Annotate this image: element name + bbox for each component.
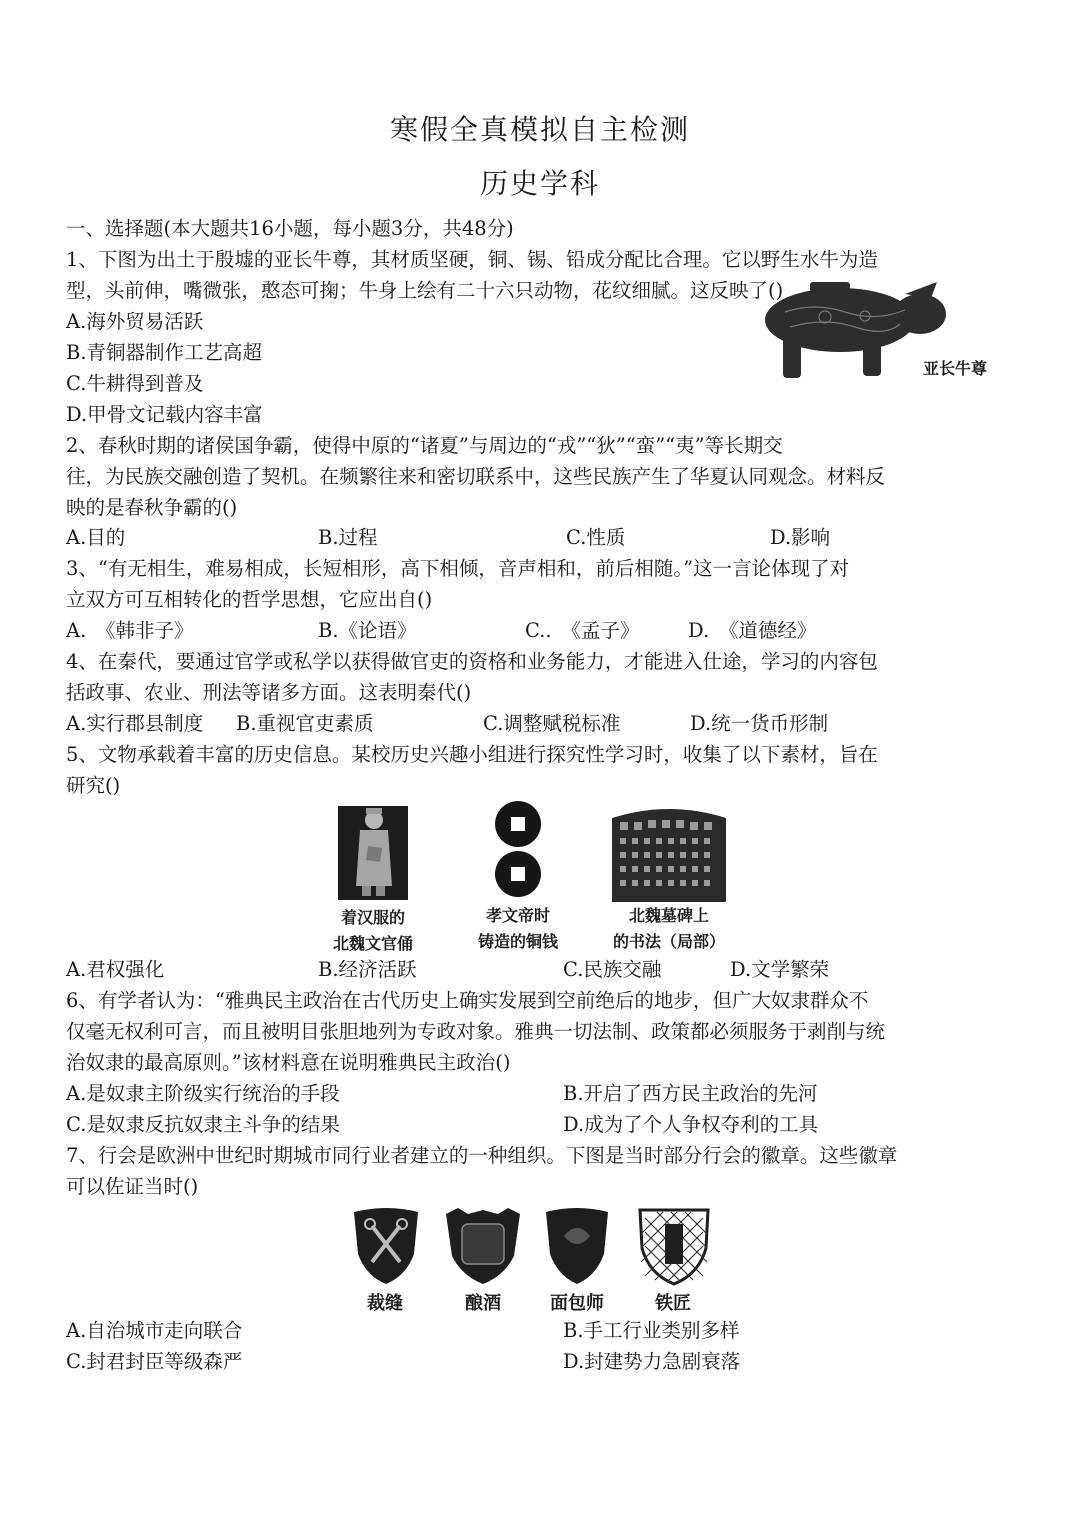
q6-option-c: C.是奴隶反抗奴隶主斗争的结果 [66,1113,340,1136]
page-title: 寒假全真模拟自主检测 [389,113,690,146]
q7-option-d: D.封建势力急剧衰落 [563,1350,741,1373]
q6-option-a: A.是奴隶主阶级实行统治的手段 [66,1082,340,1105]
q4-line-1: 4、在秦代，要通过官学或私学以获得做官吏的资格和业务能力，才能进入仕途，学习的内容包 [66,650,878,673]
coin-caption-line-2: 铸造的铜钱 [477,932,558,951]
q5-option-c: C.民族交融 [563,958,662,981]
blacksmith-badge-image [637,1206,711,1286]
section-heading: 一、选择题(本大题共16小题，每小题3分，共48分) [66,217,514,240]
q3-option-d: D. 《道德经》 [688,619,817,642]
q4-option-a: A.实行郡县制度 [66,712,204,735]
q7-line-2: 可以佐证当时() [66,1175,199,1198]
q5-option-b: B.经济活跃 [318,958,417,981]
tailor-badge-image [350,1206,422,1286]
q2-line-2: 往，为民族交融创造了契机。在频繁往来和密切联系中，这些民族产生了华夏认同观念。材料反 [66,465,886,488]
q3-line-2: 立双方可互相转化的哲学思想，它应出自() [66,588,433,611]
q6-line-2: 仅毫无权利可言，而且被明目张胆地列为专政对象。雅典一切法制、政策都必须服务于剥削与统 [66,1020,886,1043]
q6-line-1: 6、有学者认为：“雅典民主政治在古代历史上确实发展到空前绝后的地步，但广大奴隶群众不 [66,989,869,1012]
q4-option-c: C.调整赋税标准 [483,712,621,735]
copper-coin-image [486,800,550,900]
q4-option-b: B.重视官吏素质 [236,712,374,735]
q5-line-2: 研究() [66,774,121,797]
q2-line-3: 映的是春秋争霸的() [66,496,238,519]
stele-calligraphy-image [610,806,728,902]
figurine-caption-line-1: 着汉服的 [340,908,405,927]
q7-option-a: A.自治城市走向联合 [66,1319,243,1342]
q2-option-d: D.影响 [770,526,831,549]
badge-caption-blacksmith: 铁匠 [655,1293,691,1314]
q3-option-c: C.. 《孟子》 [525,619,640,642]
q3-option-b: B.《论语》 [318,619,417,642]
q1-option-a: A.海外贸易活跃 [66,310,204,333]
baker-badge-image [542,1206,612,1286]
q7-line-1: 7、行会是欧洲中世纪时期城市同行业者建立的一种组织。下图是当时部分行会的徽章。这些徽章 [66,1144,898,1167]
official-figurine-image [338,806,408,900]
subject-title: 历史学科 [479,167,600,200]
q4-option-d: D.统一货币形制 [690,712,829,735]
q2-option-a: A.目的 [66,526,126,549]
q2-line-1: 2、春秋时期的诸侯国争霸，使得中原的“诸夏”与周边的“戎”“狄”“蛮”“夷”等长期交 [66,434,783,457]
q3-line-1: 3、“有无相生，难易相成，长短相形，高下相倾，音声相和，前后相随。”这一言论体现了对 [66,557,850,580]
q7-option-c: C.封君封臣等级森严 [66,1350,243,1373]
ox-zun-caption: 亚长牛尊 [922,359,987,378]
stele-caption-line-2: 的书法（局部） [612,932,725,951]
q7-option-b: B.手工行业类别多样 [563,1319,740,1342]
q6-option-d: D.成为了个人争权夺利的工具 [563,1113,819,1136]
figurine-caption-line-2: 北魏文官俑 [332,934,413,953]
q6-option-b: B.开启了西方民主政治的先河 [563,1082,818,1105]
badge-caption-brewing: 酿酒 [465,1293,501,1314]
q5-line-1: 5、文物承载着丰富的历史信息。某校历史兴趣小组进行探究性学习时，收集了以下素材，旨在 [66,743,878,766]
q1-option-c: C.牛耕得到普及 [66,372,204,395]
coin-caption-line-1: 孝文帝时 [485,906,550,925]
q2-option-b: B.过程 [318,526,378,549]
q2-option-c: C.性质 [566,526,626,549]
q1-option-b: B.青铜器制作工艺高超 [66,341,263,364]
brewing-badge-image [444,1206,522,1286]
q4-line-2: 括政事、农业、刑法等诸多方面。这表明秦代() [66,681,472,704]
badge-caption-baker: 面包师 [550,1293,604,1314]
q6-line-3: 治奴隶的最高原则。”该材料意在说明雅典民主政治() [66,1051,511,1074]
q3-option-a: A. 《韩非子》 [66,619,194,642]
q5-option-d: D.文学繁荣 [730,958,830,981]
q1-option-d: D.甲骨文记载内容丰富 [66,403,263,426]
stele-caption-line-1: 北魏墓碑上 [628,906,709,925]
q1-line-2: 型，头前伸，嘴微张，憨态可掬；牛身上绘有二十六只动物，花纹细腻。这反映了() [66,279,784,302]
q5-option-a: A.君权强化 [66,958,165,981]
q1-line-1: 1、下图为出土于殷墟的亚长牛尊，其材质坚硬，铜、锡、铅成分配比合理。它以野生水牛为造 [66,248,878,271]
badge-caption-tailor: 裁缝 [367,1293,403,1314]
